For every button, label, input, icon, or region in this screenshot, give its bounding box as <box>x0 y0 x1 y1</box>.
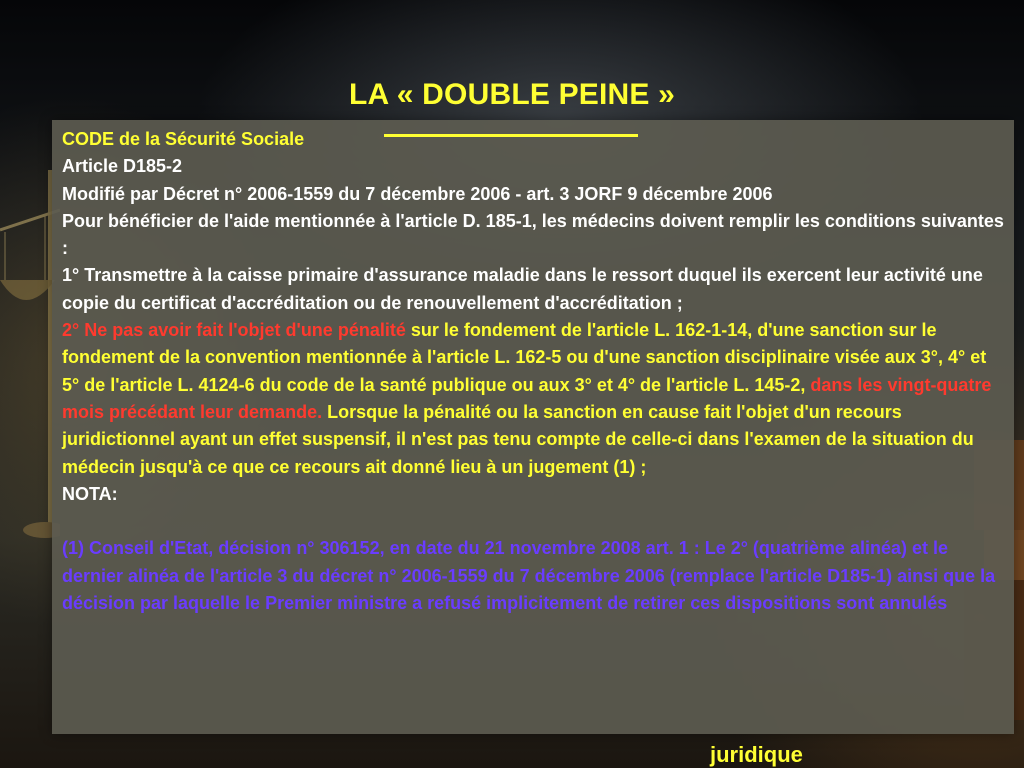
condition-2-appeal: Lorsque la pénalité ou la sanction en cause fait l'objet d'un recours juridictionnel ayant un effet suspensif, il n'est pas tenu compte de celle-ci dans l'examen de la situation du médecin jusqu'à ce que ce recours ait donné lieu à un jugement (1) ; <box>62 401 974 477</box>
condition-2-period: dans les vingt-quatre mois précédant leur demande. <box>62 374 992 422</box>
condition-2 <box>62 317 1008 481</box>
spacer <box>62 508 1008 535</box>
code-title: CODE de la Sécurité Sociale <box>62 129 305 149</box>
modification-note: Modifié par Décret n° 2006-1559 du 7 décembre 2006 - art. 3 JORF 9 décembre 2006 <box>62 183 773 204</box>
article-number: Article D185-2 <box>62 156 183 177</box>
nota-label: NOTA: <box>62 483 118 504</box>
nota-text: (1) Conseil d'Etat, décision n° 306152, en date du 21 novembre 2008 art. 1 : Le 2° (quatrième alinéa) et le dernier alinéa de l'article 3 du décret n° 2006-1559 du 7 décembre 2006 (remplace l'article D185-1) ainsi que la décision par laquelle le Premier ministre a refusé implicitement de retirer ces dispositions sont annulés <box>62 538 996 614</box>
intro-paragraph: Pour bénéficier de l'aide mentionnée à l'article D. 185-1, les médecins doivent remplir les conditions suivantes : <box>62 210 1004 259</box>
condition-1: 1° Transmettre à la caisse primaire d'assurance maladie dans le ressort duquel ils exercent leur activité une copie du certificat d'accréditation ou de renouvellement d'accréditation ; <box>62 265 983 313</box>
legal-text <box>62 126 1008 617</box>
condition-2-penalty: 2° Ne pas avoir fait l'objet d'une pénalité <box>62 320 406 341</box>
scales-of-justice-icon <box>0 150 60 550</box>
slide-title: LA « DOUBLE PEINE » <box>348 78 676 112</box>
footer-label: juridique <box>710 742 803 767</box>
condition-2-grounds: sur le fondement de l'article L. 162-1-14, d'une sanction sur le fondement de la convention mentionnée à l'article L. 162-5 ou d'une sanction disciplinaire visée aux 3°, 4° et 5° de l'article L. 4124-6 du code de la santé publique ou aux 3° et 4° de l'article L. 145-2, <box>62 320 987 395</box>
